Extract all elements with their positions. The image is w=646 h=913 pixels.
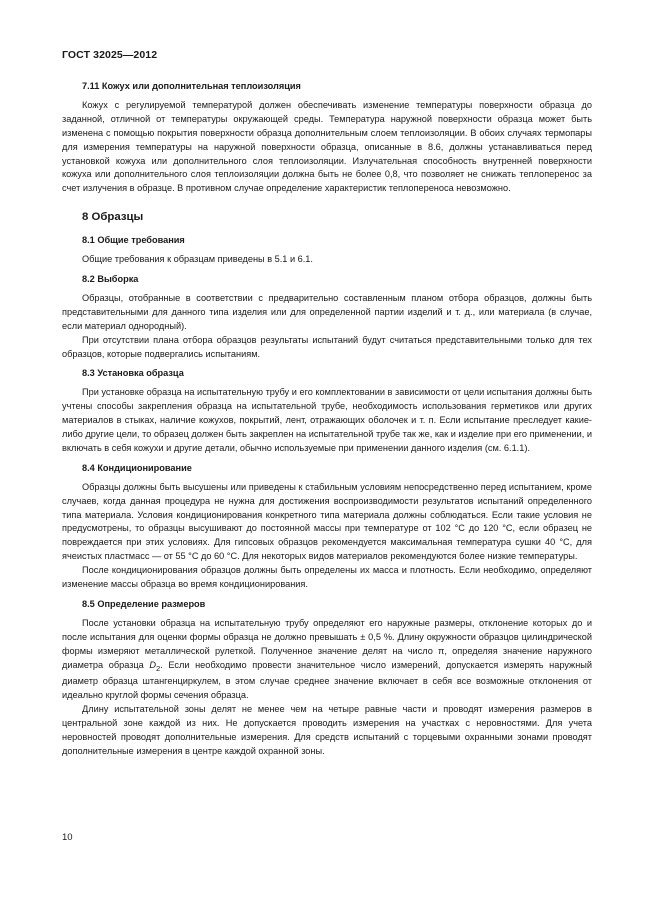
section-8-4-paragraph-2: После кондиционирования образцов должны быть определены их масса и плотность. Если необходимо, определяют изменение массы образца во время кондиционирования.	[62, 565, 592, 590]
section-8-5-paragraph-1	[62, 617, 592, 703]
section-8-1-paragraph-1: Общие требования к образцам приведены в 5.1 и 6.1.	[82, 254, 313, 265]
section-8-5-paragraph-2: Длину испытательной зоны делят не менее чем на четыре равные части и проводят измерения размеров в центральной зоне каждой из них. Не допускается проводить измерения на участках с неровностями. Для учета неровностей проводят дополнительные измерения. Для средств испытаний с торцевыми охранными зонами проводят дополнительные измерения в центре каждой охранной зоны.	[62, 704, 592, 756]
section-7-11-paragraph-1: Кожух с регулируемой температурой должен обеспечивать изменение температуры поверхности образца до заданной, отличной от температуры окружающей среды. Температура наружной поверхности образца может быть изменена с помощью покрытия поверхности образца дополнительным слоем теплоизоляции. В обоих случаях термопары для измерения температуры на наружной поверхности образца, описанные в 8.6, должны устанавливаться перед установкой кожуха или дополнительного слоя теплоизоляции. Излучательная способность внутренней поверхности кожуха или дополнительного слоя теплоизоляции должна быть не более 0,8, что позволяет не снижать теплоперенос за счет излучения в образце. В противном случае определение характеристик теплопереноса невозможно.	[62, 99, 592, 194]
diameter-subscript: 2	[156, 663, 161, 673]
document-header: ГОСТ 32025—2012	[62, 49, 158, 61]
section-8-4-title: 8.4 Кондиционирование	[82, 462, 192, 473]
diameter-symbol: D	[149, 659, 157, 670]
chapter-8-title: 8 Образцы	[82, 211, 144, 224]
section-8-5-title: 8.5 Определение размеров	[82, 599, 206, 609]
section-8-1-title: 8.1 Общие требования	[82, 235, 185, 246]
section-7-11-title: 7.11 Кожух или дополнительная теплоизоляция	[82, 81, 301, 91]
page-number: 10	[62, 832, 73, 843]
section-8-3-title: 8.3 Установка образца	[82, 368, 184, 379]
document-body	[62, 80, 592, 759]
section-8-2-title: 8.2 Выборка	[82, 273, 139, 284]
section-8-4-paragraph-1: Образцы должны быть высушены или приведены к стабильным условиям непосредственно перед испытанием, кроме случаев, когда данная процедура не нужна для достижения воспроизводимости результатов испытаний определенного типа материала. Условия кондиционирования конкретного типа материала должны соблюдаться. Если такие условия не предусмотрены, то образцы высушивают до постоянной массы при температуре от 102 °С до 120 °С, если образец не повреждается при этих условиях. Для гипсовых образцов рекомендуется максимальная температура сушки 40 °С, для ячеистых пластмасс — от 55 °С до 60 °С. Для некоторых видов материалов рекомендуются более низкие температуры.	[62, 481, 592, 562]
section-8-2-paragraph-2: При отсутствии плана отбора образцов результаты испытаний будут считаться представительными только для тех образцов, которые подвергались испытаниям.	[62, 334, 592, 359]
section-8-5-paragraph-1-part-b: . Если необходимо провести значительное число измерений, допускается измерять наружный диаметр образца штангенциркулем, в этом случае среднее значение включает в себя все возможные отклонения от идеально круглой формы сечения образца.	[62, 659, 593, 701]
section-8-3-paragraph-1: При установке образца на испытательную трубу и его комплектовании в зависимости от цели испытания должны быть учтены способы закрепления образца на испытательной трубе, необходимость использования герметиков или других материалов в стыках, наличие кожухов, покрытий, лент, отражающих оболочек и т. п. Если испытание преследует какие-либо другие цели, то образец должен быть закреплен на испытательной трубе так же, как и изделие при его применении, и включать в себя кожухи и другие детали, обычно используемые при применении данного изделия (см. 6.1.1).	[62, 387, 592, 453]
section-8-5-paragraph-1-part-a: После установки образца на испытательную трубу определяют его наружные размеры, отклонение которых до и после испытания для оценки формы образца не должно превышать ± 0,5 %. Длину окружности образцов цилиндрической формы измеряют металлической рулеткой. Полученное значение делят на число π, определяя значение наружного диаметра образца	[62, 617, 592, 670]
section-8-2-paragraph-1: Образцы, отобранные в соответствии с предварительно составленным планом отбора образцов, должны быть представительными для данного типа изделия или для определенной партии изделий и т. д., или материала (в случае, если материал однородный).	[62, 292, 592, 331]
